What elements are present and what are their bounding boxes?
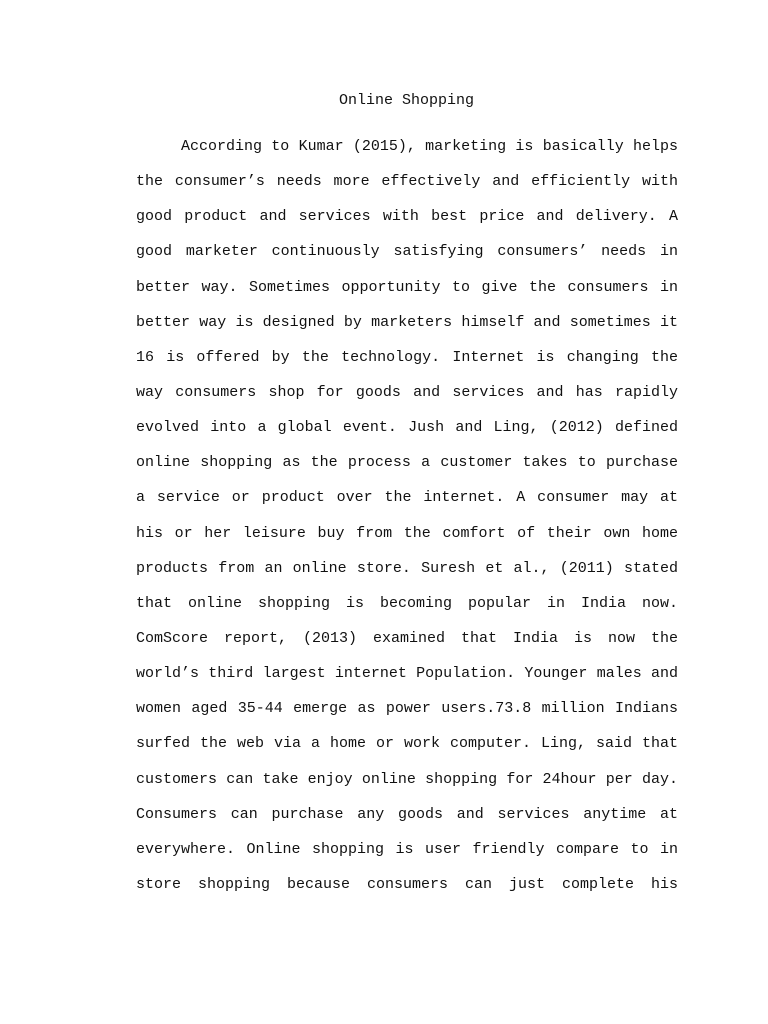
text-line: According to Kumar (2015), marketing is basically helps [181,138,678,155]
text-line: women aged 35-44 emerge as power users.73.8 million Indians [136,700,678,718]
text-line: customers can take enjoy online shopping for 24hour per day. [136,770,678,788]
text-line: products from an online store. Suresh et al., (2011) stated [136,559,678,577]
text-line: online shopping as the process a customer takes to purchase [136,454,678,472]
text-line: evolved into a global event. Jush and Ling, (2012) defined [136,419,678,437]
text-line: 16 is offered by the technology. Internet is changing the [136,348,678,366]
text-line: better way. Sometimes opportunity to give the consumers in [136,278,678,296]
text-line: good marketer continuously satisfying consumers’ needs in [136,243,678,261]
text-line: ComScore report, (2013) examined that India is now the [136,629,678,647]
text-line: better way is designed by marketers himself and sometimes it [136,313,678,331]
text-line: good product and services with best price and delivery. A [136,208,678,226]
document-title: Online Shopping [338,92,475,109]
text-line: store shopping because consumers can just complete his [136,875,678,893]
text-line: everywhere. Online shopping is user friendly compare to in [136,840,678,858]
text-line: that online shopping is becoming popular in India now. [136,594,678,612]
text-line: a service or product over the internet. A consumer may at [136,489,678,507]
text-line: his or her leisure buy from the comfort of their own home [136,524,678,542]
text-line: way consumers shop for goods and services and has rapidly [136,383,678,401]
text-line: the consumer’s needs more effectively and efficiently with [136,173,678,191]
text-line: Consumers can purchase any goods and services anytime at [136,805,678,823]
body-paragraph [136,137,678,910]
text-line: surfed the web via a home or work computer. Ling, said that [136,735,678,753]
text-line: world’s third largest internet Population. Younger males and [136,665,678,683]
